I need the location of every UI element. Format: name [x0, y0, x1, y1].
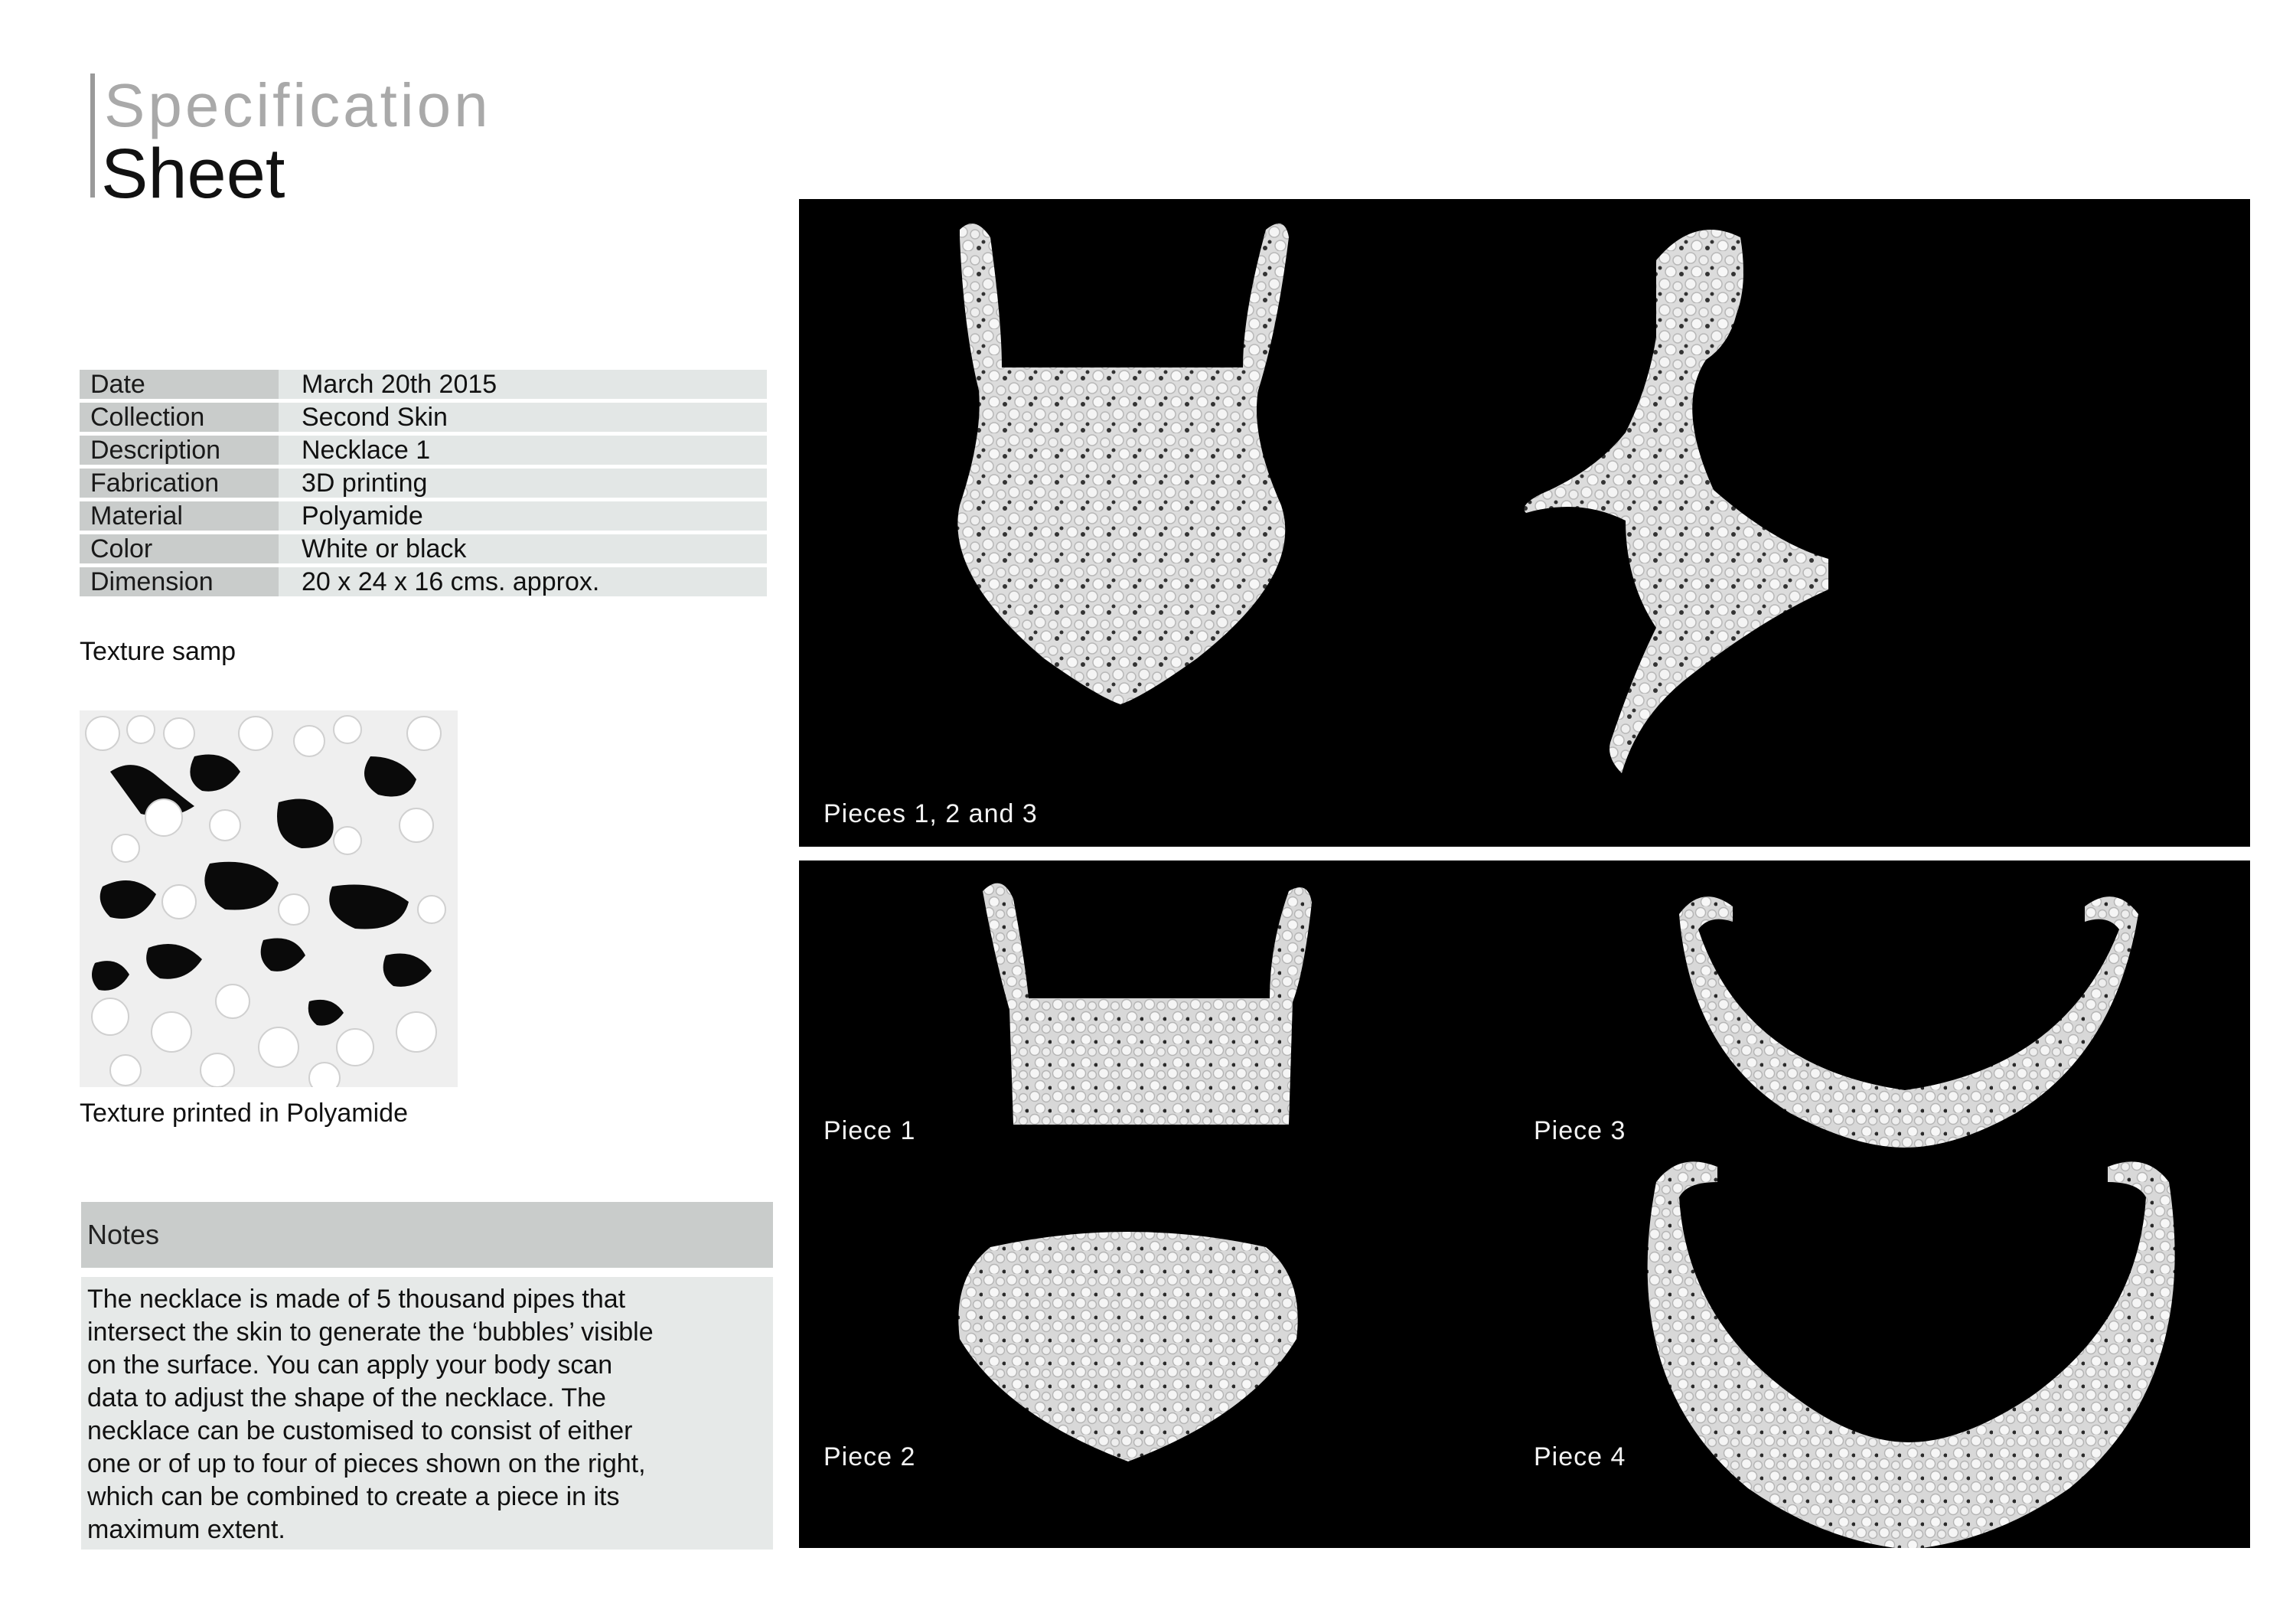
table-row [80, 501, 767, 531]
panel-label-piece-4: Piece 4 [1534, 1442, 1626, 1471]
piece-2-bib [958, 1232, 1297, 1461]
notes-line: data to adjust the shape of the necklace. The [87, 1383, 606, 1412]
notes-line: maximum extent. [87, 1515, 285, 1544]
panel-label-pieces-1-2-3: Pieces 1, 2 and 3 [823, 799, 1038, 828]
notes-line: which can be combined to create a piece in its [87, 1482, 620, 1511]
texture-sample-image [80, 710, 458, 1087]
render-panel-pieces [799, 860, 2250, 1548]
spec-label-fabrication: Fabrication [80, 469, 279, 498]
title-accent-bar [90, 73, 95, 198]
notes-line: on the surface. You can apply your body scan [87, 1350, 613, 1380]
spec-label-description: Description [80, 436, 279, 465]
table-row [80, 436, 767, 465]
table-row [80, 370, 767, 399]
notes-line: necklace can be customised to consist of either [87, 1416, 633, 1445]
spec-label-material: Material [80, 501, 279, 531]
necklace-renders-pieces [799, 860, 2250, 1548]
notes-body [81, 1277, 773, 1550]
spec-value-description: Necklace 1 [279, 436, 767, 465]
notes-line: intersect the skin to generate the ‘bubbles’ visible [87, 1318, 654, 1347]
necklace-side-view [1525, 230, 1829, 773]
spec-value-color: White or black [279, 534, 767, 563]
panel-label-piece-3: Piece 3 [1534, 1116, 1626, 1145]
page-title-line-1: Specification [104, 71, 491, 139]
table-row [80, 403, 767, 432]
table-row [80, 469, 767, 498]
texture-heading: Texture samp [80, 637, 236, 666]
spec-label-color: Color [80, 534, 279, 563]
notes-header [81, 1202, 773, 1268]
render-panel-assembled [799, 199, 2250, 847]
table-row [80, 567, 767, 596]
texture-caption: Texture printed in Polyamide [80, 1099, 409, 1128]
texture-bubbles [80, 710, 458, 1087]
panel-label-piece-2: Piece 2 [823, 1442, 916, 1471]
spec-label-dimension: Dimension [80, 567, 279, 596]
piece-3-collar-ring [1679, 896, 2138, 1148]
notes-line: one or of up to four of pieces shown on the right, [87, 1449, 646, 1478]
notes-line: The necklace is made of 5 thousand pipes that [87, 1285, 626, 1314]
specification-table [80, 366, 767, 600]
spec-value-dimension: 20 x 24 x 16 cms. approx. [279, 567, 767, 596]
spec-value-material: Polyamide [279, 501, 767, 531]
necklace-renders-assembled [799, 199, 2250, 847]
spec-value-fabrication: 3D printing [279, 469, 767, 498]
table-row [80, 534, 767, 563]
notes-heading: Notes [87, 1219, 160, 1250]
spec-value-date: March 20th 2015 [279, 370, 767, 399]
spec-label-date: Date [80, 370, 279, 399]
panel-label-piece-1: Piece 1 [823, 1116, 916, 1145]
piece-1-collar [983, 883, 1312, 1125]
spec-value-collection: Second Skin [279, 403, 767, 432]
page-title-line-2: Sheet [101, 135, 285, 213]
necklace-front-view [957, 224, 1289, 704]
spec-label-collection: Collection [80, 403, 279, 432]
piece-4-large-collar [1648, 1161, 2175, 1548]
